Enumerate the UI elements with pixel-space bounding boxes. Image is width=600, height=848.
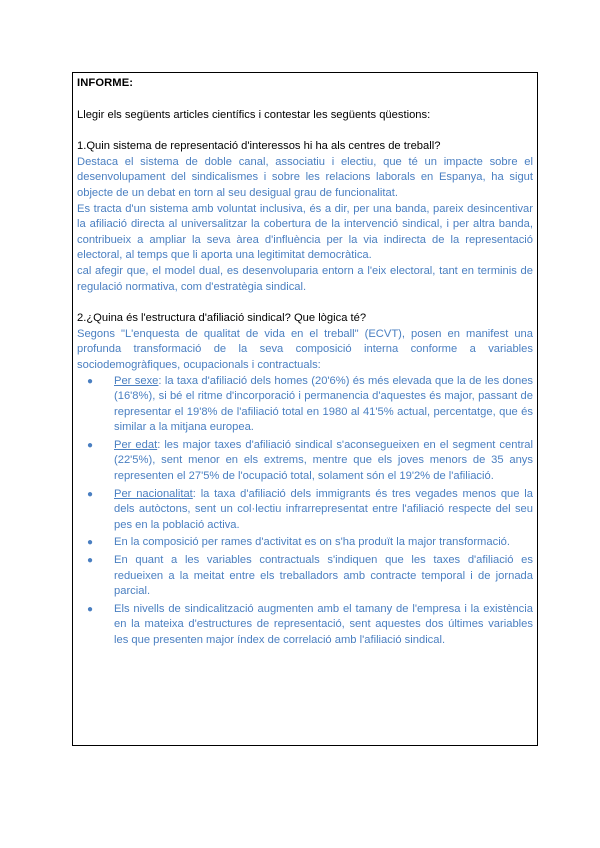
answer-1-paragraph: cal afegir que, el model dual, es desenvoluparia entorn a l'eix electoral, tant en terminis de regulació normativa, com d'estratègia sindical. xyxy=(77,264,533,293)
list-item xyxy=(87,535,533,551)
answer-2 xyxy=(77,327,533,649)
bullet-icon: ● xyxy=(87,537,94,549)
bullet-icon: ● xyxy=(87,375,94,387)
answer-1 xyxy=(77,155,533,295)
bullet-text: En la composició per rames d'activitat es on s'ha produït la major transformació. xyxy=(114,536,511,549)
bullet-icon: ● xyxy=(87,488,94,500)
answer-2-bullet-list xyxy=(77,374,533,649)
answer-2-intro: Segons "L'enquesta de qualitat de vida en el treball" (ECVT), posen en manifest una profunda transformació de la seva composició interna conforme a variables sociodemogràfiques, ocupacionals i contractuals: xyxy=(77,327,533,371)
bullet-text: En quant a les variables contractuals s'indiquen que les taxes d'afiliació es redueixen a la meitat entre els treballadors amb contracte temporal i de jornada parcial. xyxy=(114,554,533,598)
answer-1-paragraph: Destaca el sistema de doble canal, associatiu i electiu, que té un impacte sobre el desenvolupament del sindicalismes i sobre les relacions laborals en Espanya, ha sigut objecte de un debat en torn al seu desigual grau de funcionalitat. xyxy=(77,155,533,199)
bullet-text: : les major taxes d'afiliació sindical s'aconsegueixen en el segment central (22'5%), sent menor en els extrems, mentre que els joves menors de 35 anys representen el 27'5% de l'ocupació total, solament són el 19'2% de l'afiliació. xyxy=(114,438,533,483)
list-item xyxy=(87,553,533,600)
bullet-text: Els nivells de sindicalització augmenten amb el tamany de l'empresa i la existència en la mateixa d'estructures de representació, sent aquestes dos últimes variables les que presenten major índex de correlació amb l'afiliació sindical. xyxy=(114,602,533,646)
bullet-icon: ● xyxy=(87,555,94,567)
report-box xyxy=(72,72,538,746)
list-item xyxy=(87,438,533,485)
question-1: 1.Quin sistema de representació d'interessos hi ha als centres de treball? xyxy=(77,140,441,153)
bullet-label: Per sexe xyxy=(114,374,159,387)
question-2: 2.¿Quina és l'estructura d'afiliació sindical? Que lògica té? xyxy=(77,312,367,325)
bullet-text: : la taxa d'afiliació dels homes (20'6%) és més elevada que la de les dones (16'8%), si bé el ritme d'incorporació i permanencia d'aquestes és major, passant de representar el 19'8% de l'afiliació total en 1980 al 41'5% actual, percentatge, que és similar a la mitjana europea. xyxy=(114,374,534,434)
bullet-label: Per nacionalitat xyxy=(114,487,193,500)
bullet-icon: ● xyxy=(87,603,94,615)
report-heading: INFORME: xyxy=(77,77,134,89)
bullet-icon: ● xyxy=(87,439,94,451)
bullet-text: : la taxa d'afiliació dels immigrants és tres vegades menos que la dels autòctons, sent un col·lectiu infrarrepresentat entre l'afiliació respecte del seu pes en la població activa. xyxy=(114,487,533,531)
instructions: Llegir els següents articles científics i contestar les següents qüestions: xyxy=(77,108,431,121)
bullet-label: Per edat xyxy=(114,438,158,451)
answer-1-paragraph: Es tracta d'un sistema amb voluntat inclusiva, és a dir, per una banda, pareix desincentivar la afiliació directa al universalitzar la cobertura de la intervenció sindical, i per altra banda, contribueix a ampliar la seva àrea d'influència per la via indirecta de la representació electoral, al temps que li aporta una legitimitat democràtica. xyxy=(77,202,533,262)
list-item xyxy=(87,374,534,436)
list-item xyxy=(87,602,533,649)
list-item xyxy=(87,487,533,534)
